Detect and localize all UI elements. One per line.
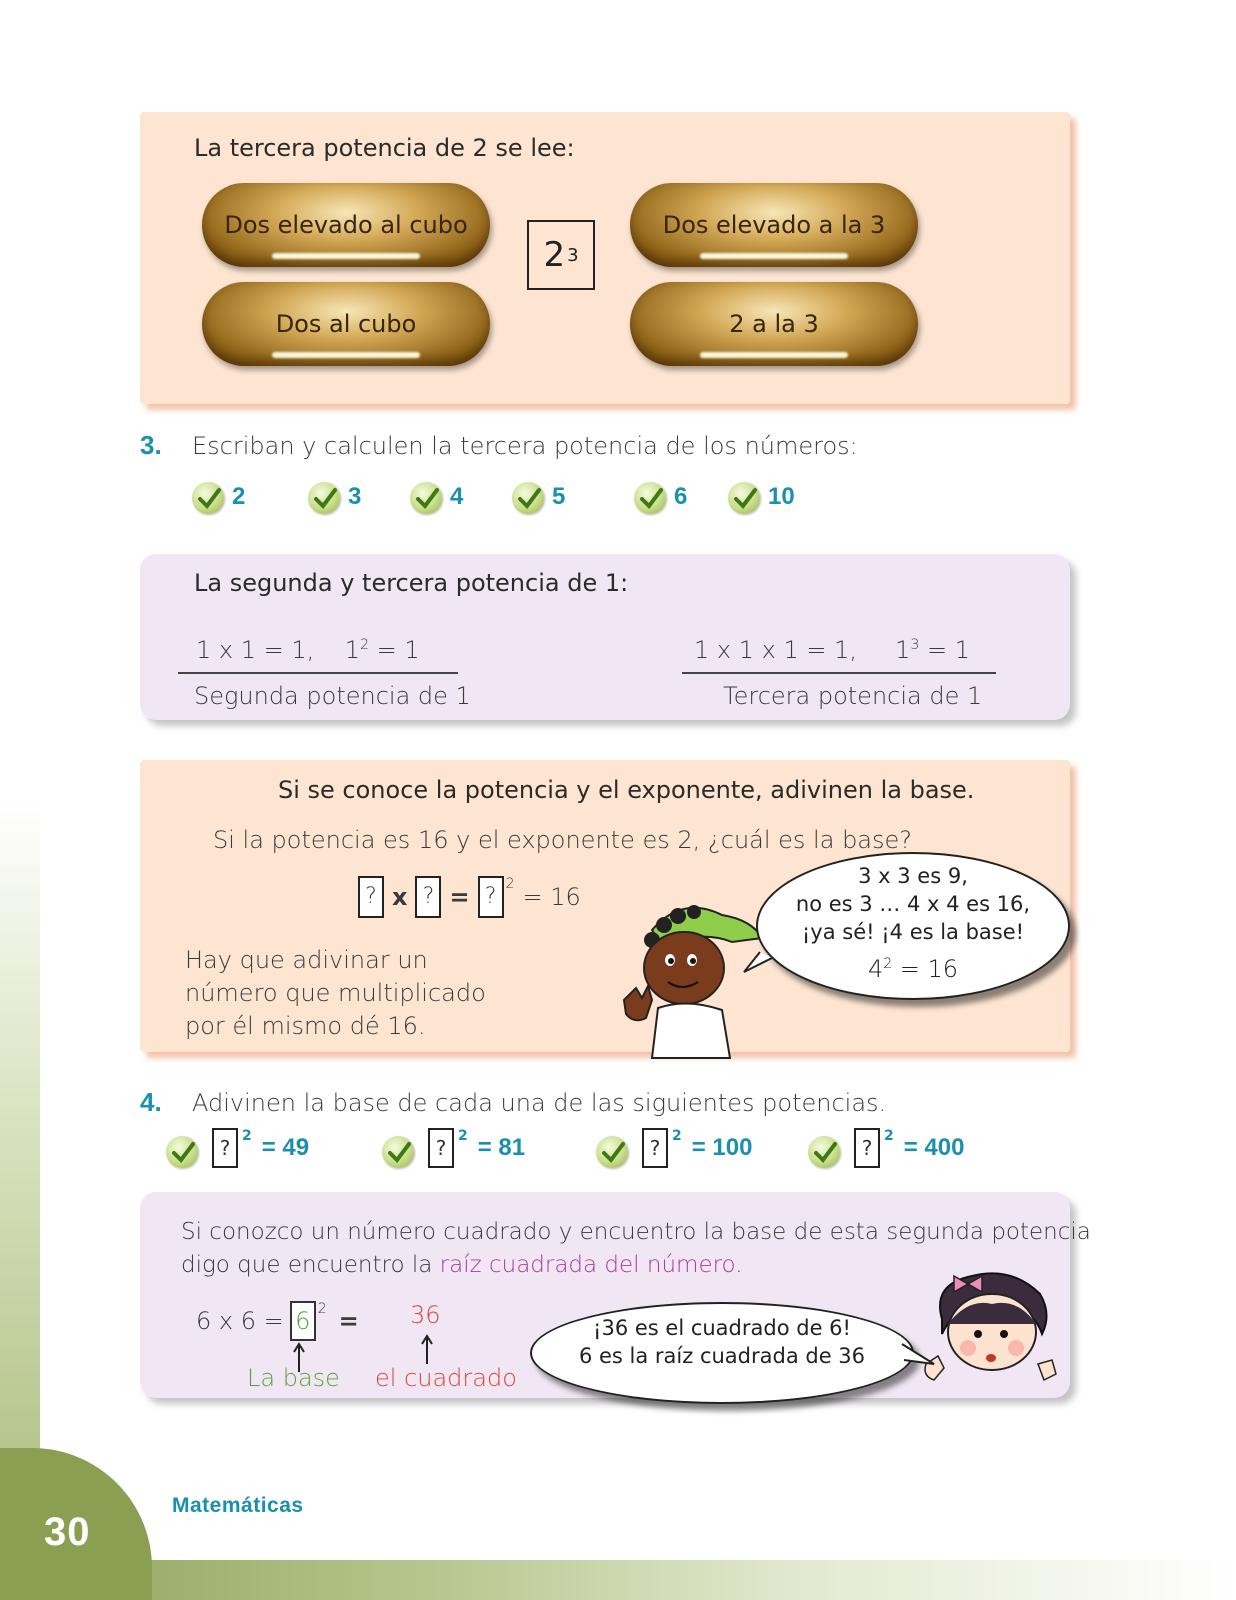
- unknown-base-box[interactable]: ?: [212, 1128, 238, 1168]
- girl-speech-text: [530, 1314, 914, 1370]
- q3-item-number: 10: [768, 483, 795, 510]
- power-result: = 400: [903, 1134, 965, 1161]
- exponent: 2: [505, 876, 515, 892]
- unknown-box: ?: [415, 876, 441, 918]
- left-power-exponent: 2: [360, 637, 369, 653]
- power-exponent: 3: [567, 244, 579, 266]
- box2-title: La segunda y tercera potencia de 1:: [194, 569, 629, 597]
- unknown-base-box[interactable]: ?: [854, 1128, 880, 1168]
- left-multiplication: 1 x 1 = 1,: [196, 636, 315, 664]
- q3-item-number: 6: [674, 483, 688, 510]
- square-value: 36: [410, 1301, 441, 1329]
- left-divider: [178, 672, 458, 674]
- page-number: 30: [44, 1510, 91, 1554]
- label-base: La base: [247, 1364, 340, 1392]
- hint-line: por él mismo dé 16.: [185, 1012, 426, 1040]
- question-3-text: Escriban y calculen la tercera potencia de los números:: [192, 432, 858, 460]
- square-root-highlight: raíz cuadrada del número: [439, 1252, 736, 1278]
- power-base: 2: [543, 235, 566, 275]
- bubble-line: ¡ya sé! ¡4 es la base!: [801, 920, 1025, 944]
- right-divider: [682, 672, 996, 674]
- equals-sign: =: [338, 1307, 359, 1335]
- q3-item-number: 2: [232, 483, 246, 510]
- left-power-result: = 1: [376, 636, 420, 664]
- bubble-power-exponent: 2: [883, 956, 893, 972]
- power-result: = 100: [691, 1134, 753, 1161]
- box4-line2: [181, 1252, 743, 1278]
- base-box: 6: [290, 1301, 316, 1341]
- q4-power-item: [212, 1128, 309, 1168]
- right-multiplication: 1 x 1 x 1 = 1,: [694, 636, 857, 664]
- pill-label: Dos elevado a la 3: [662, 211, 886, 239]
- exponent: 2: [672, 1128, 682, 1144]
- question-4-text: Adivinen la base de cada una de las siguientes potencias.: [192, 1089, 887, 1117]
- line2-pre: digo que encuentro la: [181, 1252, 440, 1278]
- check-icon: [808, 1136, 840, 1168]
- bubble-power-base: 4: [867, 955, 884, 983]
- pill-label: 2 a la 3: [729, 310, 819, 338]
- check-icon: [634, 482, 666, 514]
- left-power-base: 1: [344, 636, 361, 664]
- question-3-number: 3.: [140, 430, 162, 460]
- equals-sign: =: [449, 883, 470, 911]
- q3-item-number: 5: [552, 483, 566, 510]
- q4-power-item: [642, 1128, 752, 1168]
- left-expression: [196, 636, 420, 664]
- q3-item-number: 4: [450, 483, 464, 510]
- footer-subject: Matemáticas: [172, 1494, 304, 1517]
- q4-power-item: [854, 1128, 964, 1168]
- unknown-base-box[interactable]: ?: [642, 1128, 668, 1168]
- pill-label: Dos al cubo: [275, 310, 417, 338]
- hint-line: número que multiplicado: [185, 979, 486, 1007]
- exponent: 2: [317, 1301, 327, 1317]
- boy-speech-text: [756, 862, 1070, 983]
- check-icon: [166, 1136, 198, 1168]
- question-4-number: 4.: [140, 1087, 162, 1117]
- exponent: 2: [884, 1128, 894, 1144]
- label-square: el cuadrado: [375, 1364, 517, 1392]
- exponent: 2: [242, 1128, 252, 1144]
- multiplication: 6 x 6 =: [196, 1307, 284, 1335]
- right-caption: Tercera potencia de 1: [723, 682, 983, 710]
- check-icon: [308, 482, 340, 514]
- power-result: = 81: [477, 1134, 526, 1161]
- q4-power-item: [428, 1128, 525, 1168]
- power-notation-box: [527, 220, 595, 290]
- exponent: 2: [458, 1128, 468, 1144]
- check-icon: [382, 1136, 414, 1168]
- bubble-power: [756, 950, 1070, 983]
- unknown-base-box[interactable]: ?: [428, 1128, 454, 1168]
- reading-pill-3: [202, 282, 490, 366]
- equation-result: = 16: [522, 883, 581, 911]
- reading-pill-2: [630, 183, 918, 267]
- right-power-exponent: 3: [910, 637, 920, 653]
- hint-line: Hay que adivinar un: [185, 946, 428, 974]
- bubble-power-result: = 16: [899, 955, 959, 983]
- check-icon: [410, 482, 442, 514]
- box1-title: La tercera potencia de 2 se lee:: [194, 134, 575, 162]
- reading-pill-4: [630, 282, 918, 366]
- bottom-decoration-strip: [0, 1560, 1236, 1600]
- pill-label: Dos elevado al cubo: [224, 211, 468, 239]
- check-icon: [512, 482, 544, 514]
- q3-item-number: 3: [348, 483, 362, 510]
- reading-pill-1: [202, 183, 490, 267]
- power-result: = 49: [261, 1134, 310, 1161]
- bubble-line: no es 3 … 4 x 4 es 16,: [795, 892, 1031, 916]
- box4-line1: Si conozco un número cuadrado y encuentro la base de esta segunda potencia: [181, 1219, 1091, 1245]
- right-power-base: 1: [895, 636, 911, 664]
- right-power-result: = 1: [927, 636, 971, 664]
- square-expression: [196, 1301, 359, 1341]
- times-sign: x: [392, 883, 408, 911]
- bubble-line: 6 es la raíz cuadrada de 36: [578, 1344, 866, 1368]
- arrow-up-icon: [420, 1334, 434, 1364]
- check-icon: [728, 482, 760, 514]
- line2-post: .: [735, 1252, 743, 1278]
- unknown-box: ?: [358, 876, 384, 918]
- guess-equation: [358, 876, 581, 918]
- check-icon: [192, 482, 224, 514]
- bubble-line: 3 x 3 es 9,: [858, 864, 968, 888]
- left-caption: Segunda potencia de 1: [194, 682, 471, 710]
- box3-question: Si la potencia es 16 y el exponente es 2, ¿cuál es la base?: [213, 826, 913, 854]
- box3-hint: [185, 944, 486, 1043]
- right-expression: [694, 636, 970, 664]
- box3-title: Si se conoce la potencia y el exponente, adivinen la base.: [278, 776, 975, 804]
- bubble-line: ¡36 es el cuadrado de 6!: [593, 1316, 851, 1340]
- check-icon: [596, 1136, 628, 1168]
- unknown-box: ?: [478, 876, 504, 918]
